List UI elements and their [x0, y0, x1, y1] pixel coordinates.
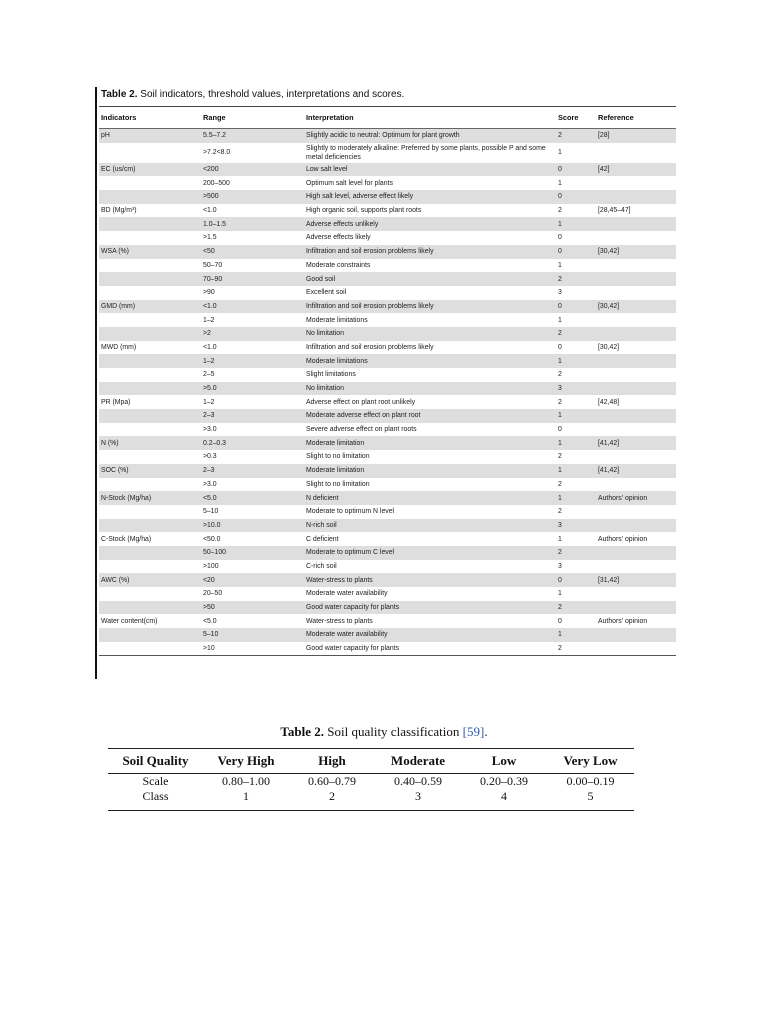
range-cell: >3.0: [203, 426, 217, 434]
range-cell: 2–5: [203, 371, 215, 379]
header-low: Low: [491, 753, 517, 768]
score-cell: 1: [558, 412, 562, 420]
table-row: [99, 341, 676, 355]
table-row: [99, 628, 676, 642]
score-cell: 1: [558, 494, 562, 502]
table-row: [99, 560, 676, 574]
interpretation-cell: Infiltration and soil erosion problems likely: [306, 302, 434, 310]
range-cell: >10: [203, 645, 215, 653]
indicator-cell: BD (Mg/m³): [101, 207, 137, 215]
score-cell: 2: [558, 480, 562, 488]
interpretation-cell: Slightly acidic to neutral: Optimum for plant growth: [306, 132, 460, 140]
range-cell: 0.2–0.3: [203, 439, 226, 447]
range-cell: <1.0: [203, 302, 217, 310]
score-cell: 0: [558, 576, 562, 584]
interpretation-cell: Moderate limitation: [306, 467, 365, 475]
reference-cell: [30,42]: [598, 343, 620, 351]
table-row: [99, 163, 676, 177]
table-row: [99, 327, 676, 341]
interpretation-cell: Infiltration and soil erosion problems likely: [306, 248, 434, 256]
range-cell: >1.5: [203, 234, 217, 242]
soil-indicators-table: [99, 106, 676, 656]
header-range: Range: [203, 113, 226, 122]
score-cell: 2: [558, 398, 562, 406]
interpretation-cell: N-rich soil: [306, 521, 337, 529]
interpretation-cell: Moderate to optimum C level: [306, 549, 395, 557]
range-cell: 1.0–1.5: [203, 220, 226, 228]
interpretation-cell: Moderate limitation: [306, 439, 365, 447]
table-cell: 0.60–0.79: [308, 774, 356, 788]
indicator-cell: GMD (mm): [101, 302, 136, 310]
table-row: [99, 642, 676, 656]
reference-cell: [31,42]: [598, 576, 620, 584]
score-cell: 2: [558, 453, 562, 461]
caption-label: Table 2.: [101, 89, 138, 100]
header-high: High: [318, 753, 346, 768]
interpretation-cell: Moderate limitations: [306, 316, 368, 324]
classification-table-caption: [0, 724, 768, 740]
header-moderate: Moderate: [390, 753, 446, 768]
score-cell: 1: [558, 590, 562, 598]
table-row: [99, 491, 676, 505]
reference-cell: [30,42]: [598, 302, 620, 310]
interpretation-cell: High salt level, adverse effect likely: [306, 193, 414, 201]
range-cell: >100: [203, 562, 219, 570]
header-indicators: Indicators: [101, 113, 137, 122]
header-very-high: Very High: [217, 753, 275, 768]
table-row: [99, 450, 676, 464]
range-cell: 50–100: [203, 549, 226, 557]
interpretation-cell: No limitation: [306, 330, 344, 338]
reference-cell: [28,45–47]: [598, 207, 631, 215]
interpretation-cell: Slightly to moderately alkaline: Preferred by some plants, possible P and some metal deficiencies: [306, 144, 546, 161]
table-row: [99, 519, 676, 533]
interpretation-cell: Slight limitations: [306, 371, 356, 379]
table-row: [99, 300, 676, 314]
indicator-cell: EC (us/cm): [101, 166, 136, 174]
score-cell: 3: [558, 562, 562, 570]
score-cell: 0: [558, 234, 562, 242]
range-cell: 20–50: [203, 590, 223, 598]
table-cell: 0.40–0.59: [394, 774, 442, 788]
score-cell: 0: [558, 248, 562, 256]
table-row: [99, 245, 676, 259]
interpretation-cell: Water-stress to plants: [306, 617, 373, 625]
range-cell: >5.0: [203, 385, 217, 393]
score-cell: 1: [558, 316, 562, 324]
table-cell: 2: [329, 789, 335, 803]
table-header-row: [99, 107, 676, 129]
interpretation-cell: C-rich soil: [306, 562, 337, 570]
score-cell: 0: [558, 302, 562, 310]
score-cell: 0: [558, 617, 562, 625]
table-row-scale: [108, 774, 634, 789]
score-cell: 3: [558, 385, 562, 393]
table-row: [99, 436, 676, 450]
table-row: [99, 382, 676, 396]
score-cell: 1: [558, 631, 562, 639]
range-cell: 70–90: [203, 275, 223, 283]
reference-cell: [41,42]: [598, 467, 620, 475]
score-cell: 2: [558, 508, 562, 516]
table-cell: 4: [501, 789, 507, 803]
range-cell: <5.0: [203, 494, 217, 502]
table-row: [99, 129, 676, 143]
score-cell: 1: [558, 220, 562, 228]
reference-cell: [30,42]: [598, 248, 620, 256]
score-cell: 1: [558, 535, 562, 543]
table-row: [99, 259, 676, 273]
reference-cell: Authors' opinion: [598, 535, 648, 543]
range-cell: 5.5–7.2: [203, 132, 226, 140]
table-row: [99, 409, 676, 423]
score-cell: 1: [558, 261, 562, 269]
interpretation-cell: C deficient: [306, 535, 339, 543]
reference-cell: [42,48]: [598, 398, 620, 406]
header-reference: Reference: [598, 113, 634, 122]
table-row-class: [108, 789, 634, 804]
table-row: [99, 532, 676, 546]
table-cell: 0.20–0.39: [480, 774, 528, 788]
header-soil-quality: Soil Quality: [122, 753, 189, 768]
interpretation-cell: Severe adverse effect on plant roots: [306, 426, 417, 434]
range-cell: <1.0: [203, 207, 217, 215]
interpretation-cell: N deficient: [306, 494, 339, 502]
table-cell: 3: [415, 789, 421, 803]
table-row: [99, 176, 676, 190]
reference-cell: [42]: [598, 166, 610, 174]
table-row: [99, 272, 676, 286]
interpretation-cell: Adverse effects likely: [306, 234, 371, 242]
table-row: [99, 354, 676, 368]
range-cell: 5–10: [203, 508, 219, 516]
indicator-cell: pH: [101, 132, 110, 140]
score-cell: 0: [558, 166, 562, 174]
interpretation-cell: Infiltration and soil erosion problems likely: [306, 343, 434, 351]
indicator-cell: PR (Mpa): [101, 398, 131, 406]
header-interpretation: Interpretation: [306, 113, 354, 122]
table-row: [99, 190, 676, 204]
caption-end: .: [484, 724, 488, 739]
table-cell: 1: [243, 789, 249, 803]
score-cell: 3: [558, 289, 562, 297]
table-row: [99, 313, 676, 327]
interpretation-cell: Good water capacity for plants: [306, 604, 400, 612]
table-row: [99, 464, 676, 478]
score-cell: 1: [558, 357, 562, 365]
interpretation-cell: Moderate to optimum N level: [306, 508, 395, 516]
interpretation-cell: Moderate water availability: [306, 590, 388, 598]
table-row: [99, 478, 676, 492]
table-body: [99, 129, 676, 655]
interpretation-cell: Optimum salt level for plants: [306, 179, 393, 187]
score-cell: 2: [558, 371, 562, 379]
table-row: [99, 587, 676, 601]
interpretation-cell: Slight to no limitation: [306, 453, 370, 461]
table-caption: [101, 89, 404, 100]
range-cell: >50: [203, 604, 215, 612]
indicator-cell: MWD (mm): [101, 343, 137, 351]
soil-indicators-table-section: [95, 87, 677, 679]
range-cell: <200: [203, 166, 219, 174]
score-cell: 2: [558, 549, 562, 557]
indicator-cell: WSA (%): [101, 248, 129, 256]
table-row: [99, 231, 676, 245]
score-cell: 1: [558, 149, 562, 157]
table-header-row: [108, 749, 634, 774]
indicator-cell: SOC (%): [101, 467, 129, 475]
table-row: [99, 395, 676, 409]
score-cell: 0: [558, 426, 562, 434]
score-cell: 3: [558, 521, 562, 529]
range-cell: >90: [203, 289, 215, 297]
interpretation-cell: Moderate water availability: [306, 631, 388, 639]
score-cell: 0: [558, 343, 562, 351]
range-cell: 200–500: [203, 179, 230, 187]
table-row: [99, 286, 676, 300]
interpretation-cell: Moderate limitations: [306, 357, 368, 365]
interpretation-cell: Moderate constraints: [306, 261, 371, 269]
reference-cell: [28]: [598, 132, 610, 140]
range-cell: >0.3: [203, 453, 217, 461]
range-cell: >7.2<8.0: [203, 149, 231, 157]
table-row: [99, 546, 676, 560]
range-cell: <5.0: [203, 617, 217, 625]
interpretation-cell: Excellent soil: [306, 289, 347, 297]
interpretation-cell: Good soil: [306, 275, 336, 283]
range-cell: <20: [203, 576, 215, 584]
caption-text: Soil indicators, threshold values, interpretations and scores.: [137, 89, 405, 100]
range-cell: 1–2: [203, 357, 215, 365]
row-label: Class: [142, 789, 169, 803]
interpretation-cell: Low salt level: [306, 166, 348, 174]
table-row: [99, 217, 676, 231]
interpretation-cell: Slight to no limitation: [306, 480, 370, 488]
score-cell: 2: [558, 132, 562, 140]
table-row: [99, 368, 676, 382]
table-row: [99, 601, 676, 615]
interpretation-cell: Adverse effect on plant root unlikely: [306, 398, 416, 406]
caption-label: Table 2.: [280, 724, 324, 739]
table-row: [99, 143, 676, 163]
table-row: [99, 573, 676, 587]
range-cell: >10.0: [203, 521, 221, 529]
table-cell: 5: [587, 789, 594, 803]
range-cell: 2–3: [203, 467, 215, 475]
score-cell: 2: [558, 604, 562, 612]
caption-text: Soil quality classification: [324, 724, 463, 739]
score-cell: 1: [558, 179, 562, 187]
indicator-cell: Water content(cm): [101, 617, 158, 625]
table-padding: [108, 804, 634, 810]
range-cell: 1–2: [203, 316, 215, 324]
interpretation-cell: High organic soil, supports plant roots: [306, 207, 422, 215]
interpretation-cell: Water-stress to plants: [306, 576, 373, 584]
table-bottom-rule: [99, 655, 676, 656]
reference-cell: Authors' opinion: [598, 494, 648, 502]
range-cell: <50: [203, 248, 215, 256]
interpretation-cell: Moderate adverse effect on plant root: [306, 412, 421, 420]
row-label: Scale: [142, 774, 169, 788]
table-row: [99, 505, 676, 519]
range-cell: 1–2: [203, 398, 215, 406]
citation-link[interactable]: [59]: [462, 724, 485, 739]
indicator-cell: N-Stock (Mg/ha): [101, 494, 152, 502]
reference-cell: [41,42]: [598, 439, 620, 447]
range-cell: >500: [203, 193, 219, 201]
score-cell: 2: [558, 207, 562, 215]
range-cell: 50–70: [203, 261, 223, 269]
header-score: Score: [558, 113, 579, 122]
score-cell: 2: [558, 330, 562, 338]
reference-cell: Authors' opinion: [598, 617, 648, 625]
indicator-cell: C-Stock (Mg/ha): [101, 535, 152, 543]
range-cell: <50.0: [203, 535, 221, 543]
interpretation-cell: Good water capacity for plants: [306, 645, 400, 653]
range-cell: <1.0: [203, 343, 217, 351]
range-cell: >2: [203, 330, 211, 338]
table-cell: 0.80–1.00: [222, 774, 270, 788]
indicator-cell: AWC (%): [101, 576, 130, 584]
header-very-low: Very Low: [563, 753, 618, 768]
soil-quality-classification-table: [108, 748, 634, 811]
interpretation-cell: No limitation: [306, 385, 344, 393]
score-cell: 2: [558, 645, 562, 653]
indicator-cell: N (%): [101, 439, 119, 447]
range-cell: >3.0: [203, 480, 217, 488]
range-cell: 2–3: [203, 412, 215, 420]
table-row: [99, 423, 676, 437]
table-row: [99, 204, 676, 218]
score-cell: 2: [558, 275, 562, 283]
score-cell: 0: [558, 193, 562, 201]
score-cell: 1: [558, 467, 562, 475]
range-cell: 5–10: [203, 631, 219, 639]
table-cell: 0.00–0.19: [566, 774, 615, 788]
score-cell: 1: [558, 439, 562, 447]
table-row: [99, 614, 676, 628]
interpretation-cell: Adverse effects unlikely: [306, 220, 379, 228]
